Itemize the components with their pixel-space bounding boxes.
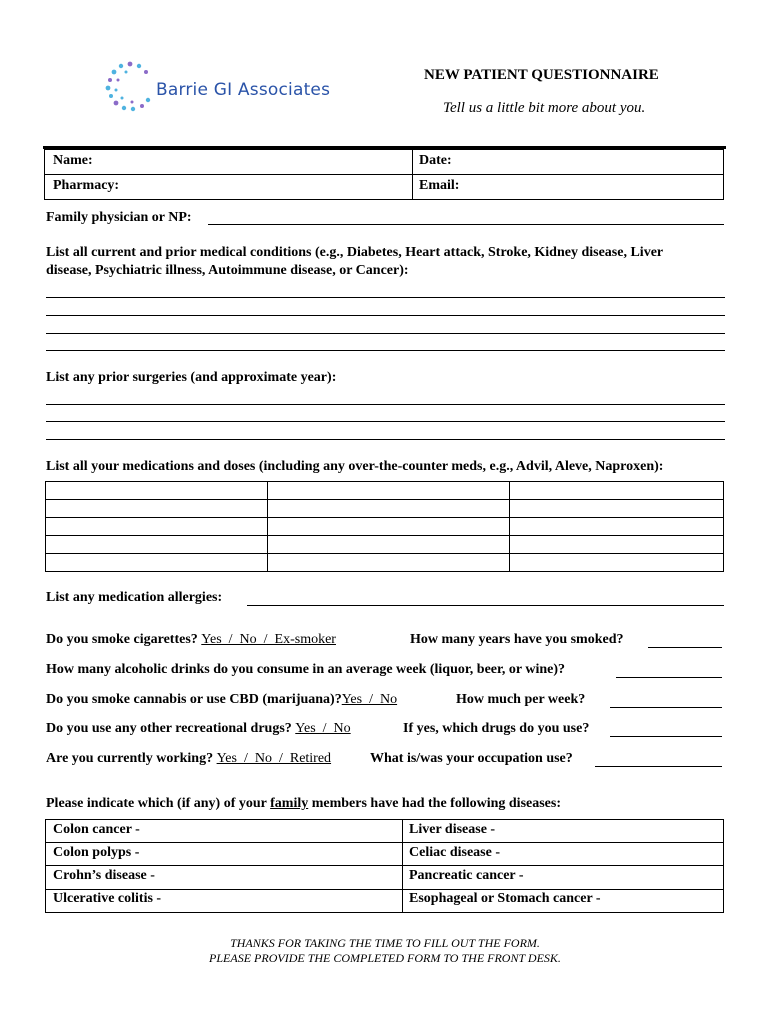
family-history-emph: family <box>270 796 309 811</box>
conditions-input-line[interactable] <box>46 333 725 334</box>
family-table-divider-h <box>45 889 724 890</box>
footer-line1: THANKS FOR TAKING THE TIME TO FILL OUT THE FORM. <box>230 936 540 950</box>
smoke-years-input[interactable] <box>648 647 722 648</box>
med-cell[interactable] <box>46 536 268 554</box>
conditions-input-line[interactable] <box>46 350 725 351</box>
conditions-label-line2: disease, Psychiatric illness, Autoimmune disease, or Cancer): <box>46 263 409 278</box>
family-table-divider-h <box>45 842 724 843</box>
alcohol-label: How many alcoholic drinks do you consume in an average week (liquor, beer, or wine)? <box>46 662 566 677</box>
table-row <box>46 536 724 554</box>
drugs-question-text: Do you use any other recreational drugs? <box>46 721 292 736</box>
occupation-input[interactable] <box>595 766 722 767</box>
drugs-options[interactable]: Yes / No <box>295 721 351 736</box>
medications-label: List all your medications and doses (including any over-the-counter meds, e.g., Advil, Aleve, Naproxen): <box>46 459 664 474</box>
page-subtitle: Tell us a little bit more about you. <box>443 100 646 116</box>
family-history-post: members have had the following diseases: <box>308 796 562 811</box>
med-cell[interactable] <box>510 554 724 572</box>
conditions-label-line1: List all current and prior medical conditions (e.g., Diabetes, Heart attack, Stroke, Kidney disease, Liver <box>46 245 664 260</box>
surgeries-input-line[interactable] <box>46 404 725 405</box>
logo-text: Barrie GI Associates <box>156 80 331 100</box>
med-cell[interactable] <box>268 500 510 518</box>
table-row <box>46 554 724 572</box>
conditions-input-line[interactable] <box>46 297 725 298</box>
family-disease-crohns[interactable]: Crohn’s disease - <box>53 868 155 883</box>
table-row <box>46 500 724 518</box>
family-physician-input[interactable] <box>208 224 724 225</box>
surgeries-input-line[interactable] <box>46 421 725 422</box>
surgeries-label: List any prior surgeries (and approximate year): <box>46 370 337 385</box>
conditions-input-line[interactable] <box>46 315 725 316</box>
date-field[interactable]: Date: <box>419 153 452 168</box>
cannabis-options[interactable]: Yes / No <box>341 692 398 707</box>
med-cell[interactable] <box>268 554 510 572</box>
email-field[interactable]: Email: <box>419 178 460 193</box>
allergies-input[interactable] <box>247 605 724 606</box>
cannabis-amount-input[interactable] <box>610 707 722 708</box>
med-cell[interactable] <box>510 518 724 536</box>
name-field[interactable]: Name: <box>53 153 93 168</box>
logo <box>102 58 332 114</box>
med-cell[interactable] <box>268 536 510 554</box>
smoke-years-label: How many years have you smoked? <box>410 632 624 647</box>
med-cell[interactable] <box>510 536 724 554</box>
family-disease-liver[interactable]: Liver disease - <box>409 822 496 837</box>
med-cell[interactable] <box>268 482 510 500</box>
family-history-pre: Please indicate which (if any) of your <box>46 796 271 811</box>
family-table-divider-v <box>402 819 403 913</box>
med-cell[interactable] <box>268 518 510 536</box>
med-cell[interactable] <box>46 500 268 518</box>
family-disease-colon-cancer[interactable]: Colon cancer - <box>53 822 140 837</box>
surgeries-input-line[interactable] <box>46 439 725 440</box>
info-box-divider-h <box>44 174 724 175</box>
smoke-question <box>46 632 336 648</box>
working-question <box>46 751 331 767</box>
logo-dot-ring-icon <box>102 58 158 114</box>
family-disease-celiac[interactable]: Celiac disease - <box>409 845 500 860</box>
med-cell[interactable] <box>46 554 268 572</box>
info-box-divider-v <box>412 149 413 200</box>
allergies-label: List any medication allergies: <box>46 590 223 605</box>
med-cell[interactable] <box>510 500 724 518</box>
pharmacy-field[interactable]: Pharmacy: <box>53 178 120 193</box>
page-title: NEW PATIENT QUESTIONNAIRE <box>424 67 659 83</box>
cannabis-question-text: Do you smoke cannabis or use CBD (marijuana)? <box>46 692 342 707</box>
occupation-label: What is/was your occupation use? <box>370 751 573 766</box>
working-options[interactable]: Yes / No / Retired <box>216 751 332 766</box>
footer-line2: PLEASE PROVIDE THE COMPLETED FORM TO THE FRONT DESK. <box>209 951 561 965</box>
family-table-divider-h <box>45 865 724 866</box>
med-cell[interactable] <box>46 482 268 500</box>
family-disease-colon-polyps[interactable]: Colon polyps - <box>53 845 140 860</box>
working-question-text: Are you currently working? <box>46 751 214 766</box>
family-disease-ulcerative-colitis[interactable]: Ulcerative colitis - <box>53 891 162 906</box>
cannabis-amount-label: How much per week? <box>456 692 586 707</box>
smoke-options[interactable]: Yes / No / Ex-smoker <box>201 632 336 647</box>
drugs-which-label: If yes, which drugs do you use? <box>403 721 590 736</box>
table-row <box>46 518 724 536</box>
table-row <box>46 482 724 500</box>
med-cell[interactable] <box>510 482 724 500</box>
cannabis-question <box>46 692 397 708</box>
family-disease-esophageal-stomach-cancer[interactable]: Esophageal or Stomach cancer - <box>409 891 601 906</box>
family-history-label <box>46 796 561 812</box>
family-disease-pancreatic-cancer[interactable]: Pancreatic cancer - <box>409 868 524 883</box>
alcohol-input[interactable] <box>616 677 722 678</box>
drugs-question <box>46 721 351 737</box>
med-cell[interactable] <box>46 518 268 536</box>
smoke-question-text: Do you smoke cigarettes? <box>46 632 198 647</box>
drugs-which-input[interactable] <box>610 736 722 737</box>
medications-table <box>45 481 724 572</box>
family-physician-label: Family physician or NP: <box>46 210 192 225</box>
